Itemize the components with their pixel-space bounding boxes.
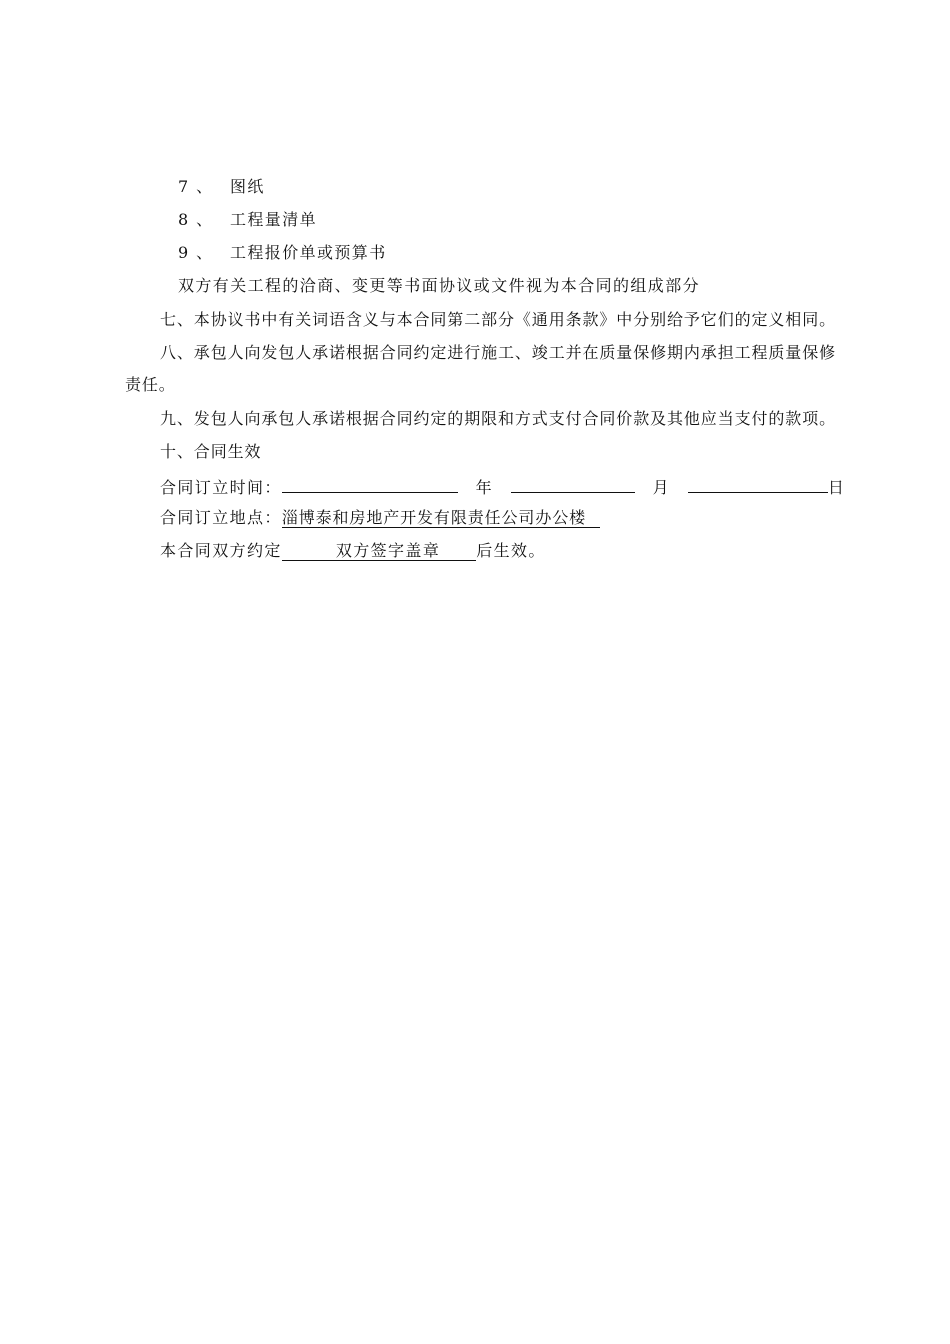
clause-seven: 七、本协议书中有关词语含义与本合同第二部分《通用条款》中分别给予它们的定义相同。 xyxy=(160,310,837,329)
item-text: 图纸 xyxy=(230,177,265,196)
effective-condition-row xyxy=(160,541,546,561)
attachment-note: 双方有关工程的洽商、变更等书面协议或文件视为本合同的组成部分 xyxy=(178,276,701,295)
attachment-item-9 xyxy=(178,243,387,263)
month-blank xyxy=(511,475,635,493)
year-blank xyxy=(282,475,458,493)
clause-ten: 十、合同生效 xyxy=(160,442,262,461)
item-number: 7 、 xyxy=(178,177,214,196)
attachment-item-7 xyxy=(178,177,265,197)
item-number: 9 、 xyxy=(178,243,214,262)
effective-prefix: 本合同双方约定 xyxy=(160,541,282,560)
effective-condition-value: 双方签字盖章 xyxy=(282,542,476,561)
item-text: 工程量清单 xyxy=(230,210,318,229)
effective-suffix: 后生效。 xyxy=(476,541,546,560)
year-label: 年 xyxy=(475,478,494,497)
attachment-item-8 xyxy=(178,210,317,230)
day-blank xyxy=(688,475,828,493)
signing-place-row xyxy=(160,508,600,529)
day-label: 日 xyxy=(827,478,846,497)
signing-place-label: 合同订立地点： xyxy=(160,508,282,527)
signing-place-value: 淄博泰和房地产开发有限责任公司办公楼 xyxy=(282,509,600,528)
item-number: 8 、 xyxy=(178,210,214,229)
signing-time-label: 合同订立时间： xyxy=(160,478,282,497)
item-text: 工程报价单或预算书 xyxy=(230,243,387,262)
month-label: 月 xyxy=(652,478,671,497)
clause-eight-line-1: 八、承包人向发包人承诺根据合同约定进行施工、竣工并在质量保修期内承担工程质量保修 xyxy=(160,343,837,362)
clause-nine: 九、发包人向承包人承诺根据合同约定的期限和方式支付合同价款及其他应当支付的款项。 xyxy=(160,409,837,428)
clause-eight-line-2: 责任。 xyxy=(125,375,176,394)
signing-time-row xyxy=(160,475,845,498)
